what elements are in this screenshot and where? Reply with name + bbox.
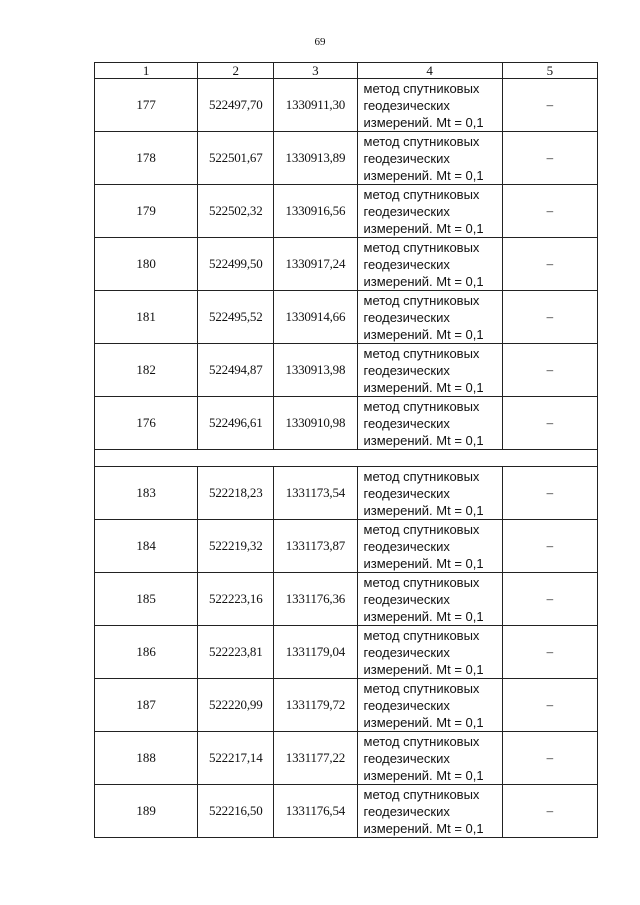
note-cell: – [502,185,597,238]
coord-y-cell: 1331176,54 [274,785,357,838]
table-row [95,467,598,520]
point-number-cell: 181 [95,291,198,344]
coord-x-cell: 522219,32 [198,520,274,573]
coord-x-cell: 522220,99 [198,679,274,732]
method-cell: метод спутниковых геодезических измерений. Mt = 0,1 [357,291,502,344]
note-cell: – [502,626,597,679]
point-number-cell: 176 [95,397,198,450]
column-header-2: 2 [198,63,274,79]
point-number-cell: 180 [95,238,198,291]
coord-y-cell: 1330914,66 [274,291,357,344]
note-cell: – [502,467,597,520]
point-number-cell: 182 [95,344,198,397]
table-row [95,79,598,132]
coordinates-table [94,62,598,838]
column-header-5: 5 [502,63,597,79]
coord-y-cell: 1331173,87 [274,520,357,573]
coord-y-cell: 1331173,54 [274,467,357,520]
method-cell: метод спутниковых геодезических измерений. Mt = 0,1 [357,732,502,785]
table-row [95,785,598,838]
coord-y-cell: 1331176,36 [274,573,357,626]
note-cell: – [502,238,597,291]
method-cell: метод спутниковых геодезических измерений. Mt = 0,1 [357,132,502,185]
point-number-cell: 189 [95,785,198,838]
point-number-cell: 184 [95,520,198,573]
group-separator-row [95,450,598,467]
note-cell: – [502,79,597,132]
note-cell: – [502,520,597,573]
coord-x-cell: 522223,81 [198,626,274,679]
table-row [95,238,598,291]
method-cell: метод спутниковых геодезических измерений. Mt = 0,1 [357,238,502,291]
coord-x-cell: 522223,16 [198,573,274,626]
note-cell: – [502,291,597,344]
point-number-cell: 179 [95,185,198,238]
point-number-cell: 185 [95,573,198,626]
coord-y-cell: 1331177,22 [274,732,357,785]
table-row [95,291,598,344]
table-row [95,520,598,573]
table-row [95,732,598,785]
note-cell: – [502,573,597,626]
point-number-cell: 178 [95,132,198,185]
method-cell: метод спутниковых геодезических измерений. Mt = 0,1 [357,679,502,732]
table-body [95,63,598,838]
table-row [95,185,598,238]
coord-y-cell: 1330913,89 [274,132,357,185]
point-number-cell: 186 [95,626,198,679]
note-cell: – [502,785,597,838]
coord-y-cell: 1331179,72 [274,679,357,732]
coord-x-cell: 522501,67 [198,132,274,185]
note-cell: – [502,679,597,732]
point-number-cell: 183 [95,467,198,520]
coord-x-cell: 522218,23 [198,467,274,520]
method-cell: метод спутниковых геодезических измерений. Mt = 0,1 [357,185,502,238]
note-cell: – [502,132,597,185]
method-cell: метод спутниковых геодезических измерений. Mt = 0,1 [357,626,502,679]
coord-x-cell: 522497,70 [198,79,274,132]
table-row [95,626,598,679]
coord-x-cell: 522495,52 [198,291,274,344]
method-cell: метод спутниковых геодезических измерений. Mt = 0,1 [357,573,502,626]
table-row [95,344,598,397]
method-cell: метод спутниковых геодезических измерений. Mt = 0,1 [357,785,502,838]
table-header-row [95,63,598,79]
note-cell: – [502,732,597,785]
note-cell: – [502,397,597,450]
table-row [95,132,598,185]
column-header-4: 4 [357,63,502,79]
coord-y-cell: 1330910,98 [274,397,357,450]
table-row [95,679,598,732]
coord-x-cell: 522217,14 [198,732,274,785]
point-number-cell: 187 [95,679,198,732]
coord-y-cell: 1331179,04 [274,626,357,679]
coord-x-cell: 522499,50 [198,238,274,291]
group-separator-cell [95,450,598,467]
coord-x-cell: 522216,50 [198,785,274,838]
method-cell: метод спутниковых геодезических измерений. Mt = 0,1 [357,344,502,397]
coord-x-cell: 522494,87 [198,344,274,397]
coord-x-cell: 522502,32 [198,185,274,238]
method-cell: метод спутниковых геодезических измерений. Mt = 0,1 [357,397,502,450]
column-header-1: 1 [95,63,198,79]
coord-x-cell: 522496,61 [198,397,274,450]
note-cell: – [502,344,597,397]
coord-y-cell: 1330917,24 [274,238,357,291]
column-header-3: 3 [274,63,357,79]
table-row [95,573,598,626]
table-row [95,397,598,450]
method-cell: метод спутниковых геодезических измерений. Mt = 0,1 [357,467,502,520]
coord-y-cell: 1330916,56 [274,185,357,238]
method-cell: метод спутниковых геодезических измерений. Mt = 0,1 [357,520,502,573]
point-number-cell: 188 [95,732,198,785]
coord-y-cell: 1330911,30 [274,79,357,132]
page-number: 69 [314,36,326,48]
point-number-cell: 177 [95,79,198,132]
method-cell: метод спутниковых геодезических измерений. Mt = 0,1 [357,79,502,132]
coord-y-cell: 1330913,98 [274,344,357,397]
